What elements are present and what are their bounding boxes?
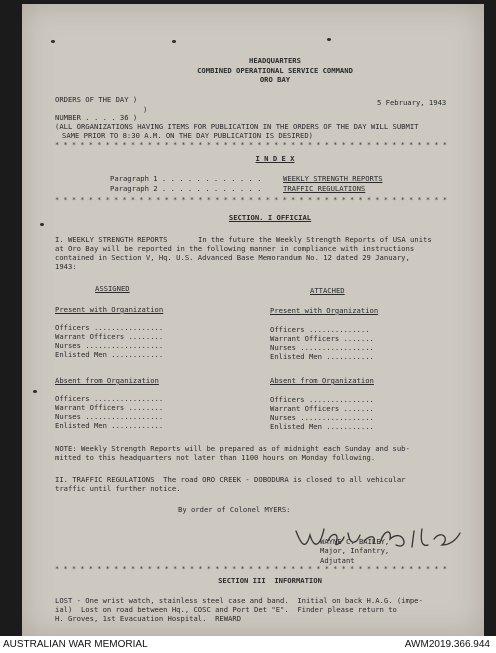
caption-bar	[0, 637, 496, 653]
assigned-present-row: Warrant Officers ........	[55, 332, 164, 341]
section-3-title: SECTION III INFORMATION	[218, 576, 322, 585]
attached-present-row: Warrant Officers .......	[270, 334, 374, 343]
header-line-2: COMBINED OPERATIONAL SERVICE COMMAND	[197, 66, 353, 75]
punch-hole	[51, 40, 55, 43]
attached-present-row: Officers ..............	[270, 325, 370, 334]
star-divider: * * * * * * * * * * * * * * * * * * * * * * * * * * * * * * * * * * * * * * * * * * * * * * *	[55, 141, 447, 149]
para1-line-3: contained in Section V, Hq. U.S. Advanced Base Memorandum No. 12 dated 29 January,	[55, 253, 410, 262]
attached-absent-heading: Absent from Organization	[270, 376, 374, 385]
submission-notice-2: SAME PRIOR TO 8:30 A.M. ON THE DAY PUBLICATION IS DESIRED)	[62, 131, 313, 140]
attached-absent-row: Warrant Officers .......	[270, 404, 374, 413]
header-line-1: HEADQUARTERS	[249, 56, 301, 65]
assigned-absent-heading: Absent from Organization	[55, 376, 159, 385]
punch-hole	[40, 223, 44, 226]
assigned-present-row: Officers ................	[55, 323, 164, 332]
assigned-absent-row: Officers ................	[55, 394, 164, 403]
index-p1-label: Paragraph 1 . . . . . . . . . . . .	[110, 174, 262, 183]
index-title: I N D E X	[255, 154, 295, 163]
header-line-3: ORO BAY	[259, 75, 291, 84]
archive-name: AUSTRALIAN WAR MEMORIAL	[3, 639, 148, 650]
attached-title: ATTACHED	[310, 286, 345, 295]
assigned-present-heading: Present with Organization	[55, 305, 164, 314]
punch-hole	[33, 390, 37, 393]
signatory-name: WAYNE C. BAILEY,	[320, 537, 390, 546]
catalogue-number: AWM2019.366.944	[404, 639, 490, 650]
punch-hole	[327, 38, 331, 41]
star-divider: * * * * * * * * * * * * * * * * * * * * * * * * * * * * * * * * * * * * * * * * * * * * * * *	[55, 565, 447, 573]
assigned-absent-row: Warrant Officers ........	[55, 403, 164, 412]
attached-absent-row: Nurses .................	[270, 413, 374, 422]
star-divider: * * * * * * * * * * * * * * * * * * * * * * * * * * * * * * * * * * * * * * * * * * * * * * *	[55, 196, 447, 204]
para1-line-4: 1943:	[55, 262, 77, 271]
by-order-line: By order of Colonel MYERS:	[178, 505, 291, 514]
lost-line-2: ial) Lost on road between Hq., COSC and Port Det "E". Finder please return to	[55, 605, 397, 614]
assigned-absent-row: Enlisted Men ............	[55, 421, 164, 430]
punch-hole	[172, 40, 176, 43]
signatory-title: Adjutant	[320, 556, 355, 565]
attached-absent-row: Officers ...............	[270, 395, 374, 404]
orders-of-the-day: ORDERS OF THE DAY )	[55, 95, 138, 104]
lost-line-1: LOST - One wrist watch, stainless steel case and band. Initial on back H.A.G. (impe-	[55, 596, 423, 605]
index-p1-value: WEEKLY STRENGTH REPORTS	[283, 174, 383, 183]
index-p2-label: Paragraph 2 . . . . . . . . . . . .	[110, 184, 262, 193]
para1-line-1: In the future the Weekly Strength Reports of USA units	[198, 235, 432, 244]
para1-line-2: at Oro Bay will be reported in the following manner in compliance with instructions	[55, 244, 415, 253]
attached-present-row: Nurses .................	[270, 343, 374, 352]
weekly-strength-heading: I. WEEKLY STRENGTH REPORTS	[55, 235, 168, 244]
bracket: )	[143, 105, 148, 114]
attached-present-row: Enlisted Men ...........	[270, 352, 374, 361]
assigned-present-row: Enlisted Men ............	[55, 350, 164, 359]
submission-notice-1: (ALL ORGANIZATIONS HAVING ITEMS FOR PUBLICATION IN THE ORDERS OF THE DAY WILL SUBMIT	[55, 122, 419, 131]
section-1-title: SECTION. I OFFICIAL	[228, 213, 312, 222]
attached-absent-row: Enlisted Men ...........	[270, 422, 374, 431]
signatory-rank: Major, Infantry,	[320, 546, 390, 555]
document-date: 5 February, 1943	[377, 98, 447, 107]
traffic-line-1: II. TRAFFIC REGULATIONS The road ORO CREEK - DOBODURA is closed to all vehicular	[55, 475, 406, 484]
note-line-2: mitted to this headquarters not later than 1100 hours on Monday following.	[55, 453, 376, 462]
assigned-title: ASSIGNED	[95, 284, 130, 293]
attached-present-heading: Present with Organization	[270, 306, 379, 315]
note-line-1: NOTE: Weekly Strength Reports will be prepared as of midnight each Sunday and sub-	[55, 444, 410, 453]
lost-line-3: H. Groves, 1st Evacuation Hospital. REWARD	[55, 614, 242, 623]
traffic-line-2: traffic until further notice.	[55, 484, 181, 493]
index-p2-value: TRAFFIC REGULATIONS	[283, 184, 366, 193]
assigned-absent-row: Nurses ..................	[55, 412, 164, 421]
order-number: NUMBER . . . . 36 )	[55, 113, 138, 122]
assigned-present-row: Nurses ..................	[55, 341, 164, 350]
